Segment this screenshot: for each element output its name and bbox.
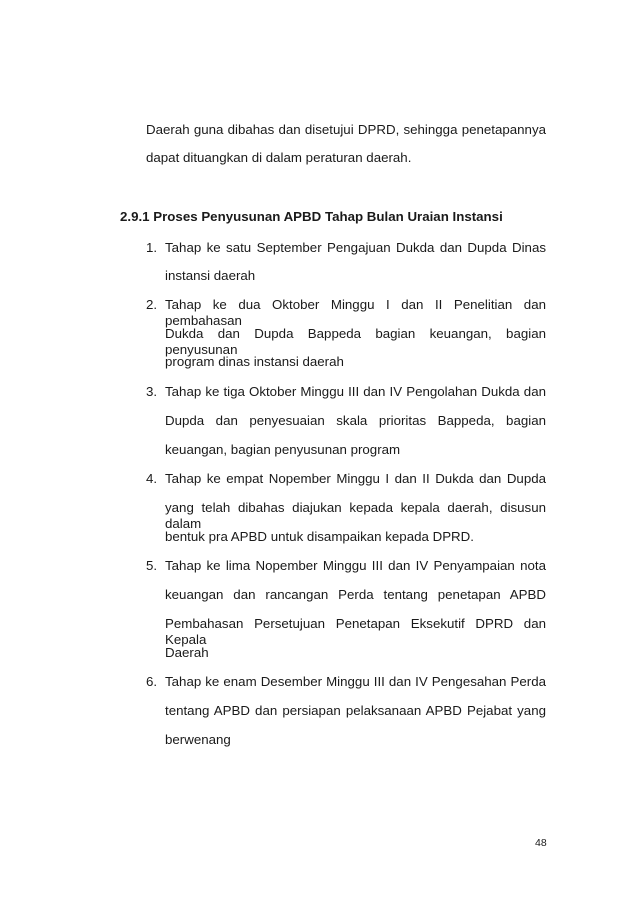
list-item-line: Tahap ke dua Oktober Minggu I dan II Penelitian dan pembahasan <box>165 297 546 328</box>
list-item-line: bentuk pra APBD untuk disampaikan kepada DPRD. <box>165 529 474 544</box>
list-item-line: instansi daerah <box>165 268 256 283</box>
list-item-number: 3. <box>146 384 158 399</box>
list-item-line: Dupda dan penyesuaian skala prioritas Bappeda, bagian <box>165 413 546 428</box>
list-item-line: Dukda dan Dupda Bappeda bagian keuangan, bagian penyusunan <box>165 326 546 357</box>
list-item-number: 6. <box>146 674 158 689</box>
intro-line-1: Daerah guna dibahas dan disetujui DPRD, sehingga penetapannya <box>146 122 546 137</box>
list-item-line: Tahap ke lima Nopember Minggu III dan IV Penyampaian nota <box>165 558 546 573</box>
list-item-line: Pembahasan Persetujuan Penetapan Eksekutif DPRD dan Kepala <box>165 616 546 647</box>
list-item-line: tentang APBD dan persiapan pelaksanaan APBD Pejabat yang <box>165 703 546 718</box>
intro-line-2: dapat dituangkan di dalam peraturan daerah. <box>146 150 412 165</box>
list-item-line: Tahap ke empat Nopember Minggu I dan II Dukda dan Dupda <box>165 471 546 486</box>
list-item-number: 1. <box>146 240 158 255</box>
list-item-line: program dinas instansi daerah <box>165 354 344 369</box>
list-item-number: 5. <box>146 558 158 573</box>
list-item-line: Tahap ke satu September Pengajuan Dukda dan Dupda Dinas <box>165 240 546 255</box>
list-item-line: Tahap ke tiga Oktober Minggu III dan IV Pengolahan Dukda dan <box>165 384 546 399</box>
list-item-line: keuangan dan rancangan Perda tentang penetapan APBD <box>165 587 546 602</box>
list-item-line: keuangan, bagian penyusunan program <box>165 442 401 457</box>
list-item-line: Tahap ke enam Desember Minggu III dan IV Pengesahan Perda <box>165 674 546 689</box>
list-item-line: yang telah dibahas diajukan kepada kepala daerah, disusun dalam <box>165 500 546 531</box>
list-item-line: berwenang <box>165 732 231 747</box>
section-heading: 2.9.1 Proses Penyusunan APBD Tahap Bulan Uraian Instansi <box>120 209 503 224</box>
list-item-number: 4. <box>146 471 158 486</box>
list-item-number: 2. <box>146 297 158 312</box>
page-number: 48 <box>535 837 547 849</box>
list-item-line: Daerah <box>165 645 209 660</box>
